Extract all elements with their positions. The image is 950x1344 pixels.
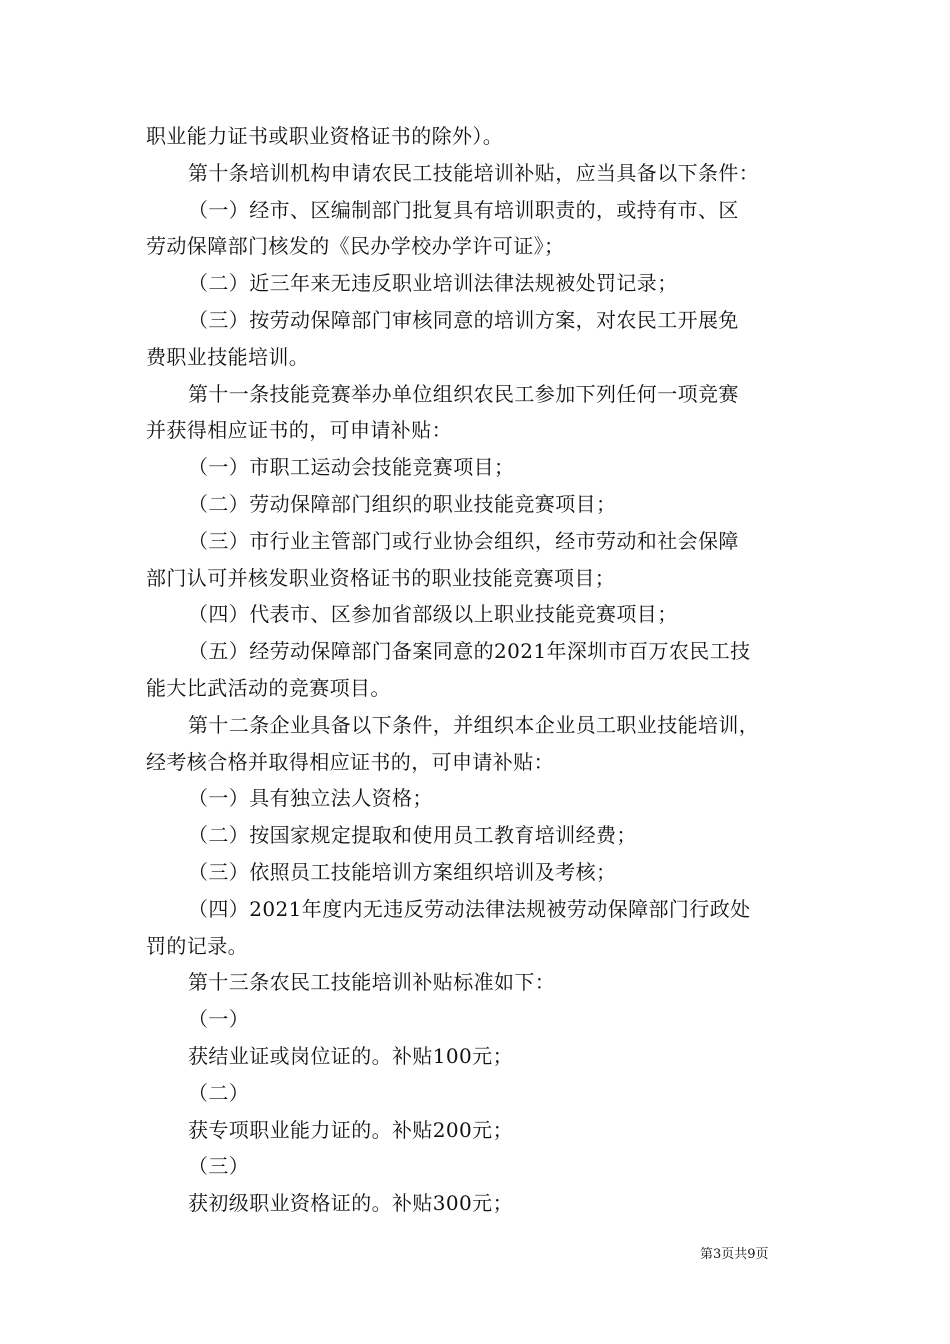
text-line: 职业能力证书或职业资格证书的除外）。 (146, 124, 504, 148)
text-line: 获结业证或岗位证的。补贴100元； (188, 1043, 513, 1068)
text-line: （二）按国家规定提取和使用员工教育培训经费； (188, 823, 637, 848)
text-line: （一）具有独立法人资格； (188, 786, 433, 811)
text-line: （二） (188, 1080, 250, 1105)
text-line: （四）代表市、区参加省部级以上职业技能竞赛项目； (188, 602, 678, 627)
text-line: 第十三条农民工技能培训补贴标准如下： (188, 970, 556, 995)
text-line: 经考核合格并取得相应证书的，可申请补贴： (146, 749, 554, 774)
page-number-footer: 第3页共9页 (700, 1247, 769, 1262)
text-line: 第十一条技能竞赛举办单位组织农民工参加下列任何一项竞赛 (188, 381, 739, 406)
text-line: （三）市行业主管部门或行业协会组织，经市劳动和社会保障 (188, 528, 739, 553)
text-line: 第十条培训机构申请农民工技能培训补贴，应当具备以下条件： (188, 160, 760, 185)
text-line: （四）2021年度内无违反劳动法律法规被劳动保障部门行政处 (188, 896, 751, 921)
text-line: 部门认可并核发职业资格证书的职业技能竞赛项目； (146, 565, 616, 590)
text-line: （三）依照员工技能培训方案组织培训及考核； (188, 859, 617, 884)
text-line: （一）市职工运动会技能竞赛项目； (188, 455, 515, 480)
text-line: 能大比武活动的竞赛项目。 (146, 675, 391, 700)
text-line: 劳动保障部门核发的《民办学校办学许可证》； (146, 234, 565, 259)
text-line: （二）劳动保障部门组织的职业技能竞赛项目； (188, 491, 617, 516)
text-line: （三）按劳动保障部门审核同意的培训方案，对农民工开展免 (188, 307, 739, 332)
text-line: 获专项职业能力证的。补贴200元； (188, 1117, 513, 1142)
text-line: 并获得相应证书的，可申请补贴： (146, 418, 452, 443)
text-line: （二）近三年来无违反职业培训法律法规被处罚记录； (188, 271, 678, 296)
text-line: 第十二条企业具备以下条件，并组织本企业员工职业技能培训， (188, 712, 760, 737)
text-line: （一） (188, 1007, 250, 1032)
text-line: （三） (188, 1154, 250, 1179)
text-line: （五）经劳动保障部门备案同意的2021年深圳市百万农民工技 (188, 639, 751, 664)
text-line: 罚的记录。 (146, 933, 248, 958)
text-line: 获初级职业资格证的。补贴300元； (188, 1191, 513, 1216)
text-line: 费职业技能培训。 (146, 344, 310, 369)
document-body (146, 118, 816, 1222)
text-line: （一）经市、区编制部门批复具有培训职责的，或持有市、区 (188, 197, 739, 222)
